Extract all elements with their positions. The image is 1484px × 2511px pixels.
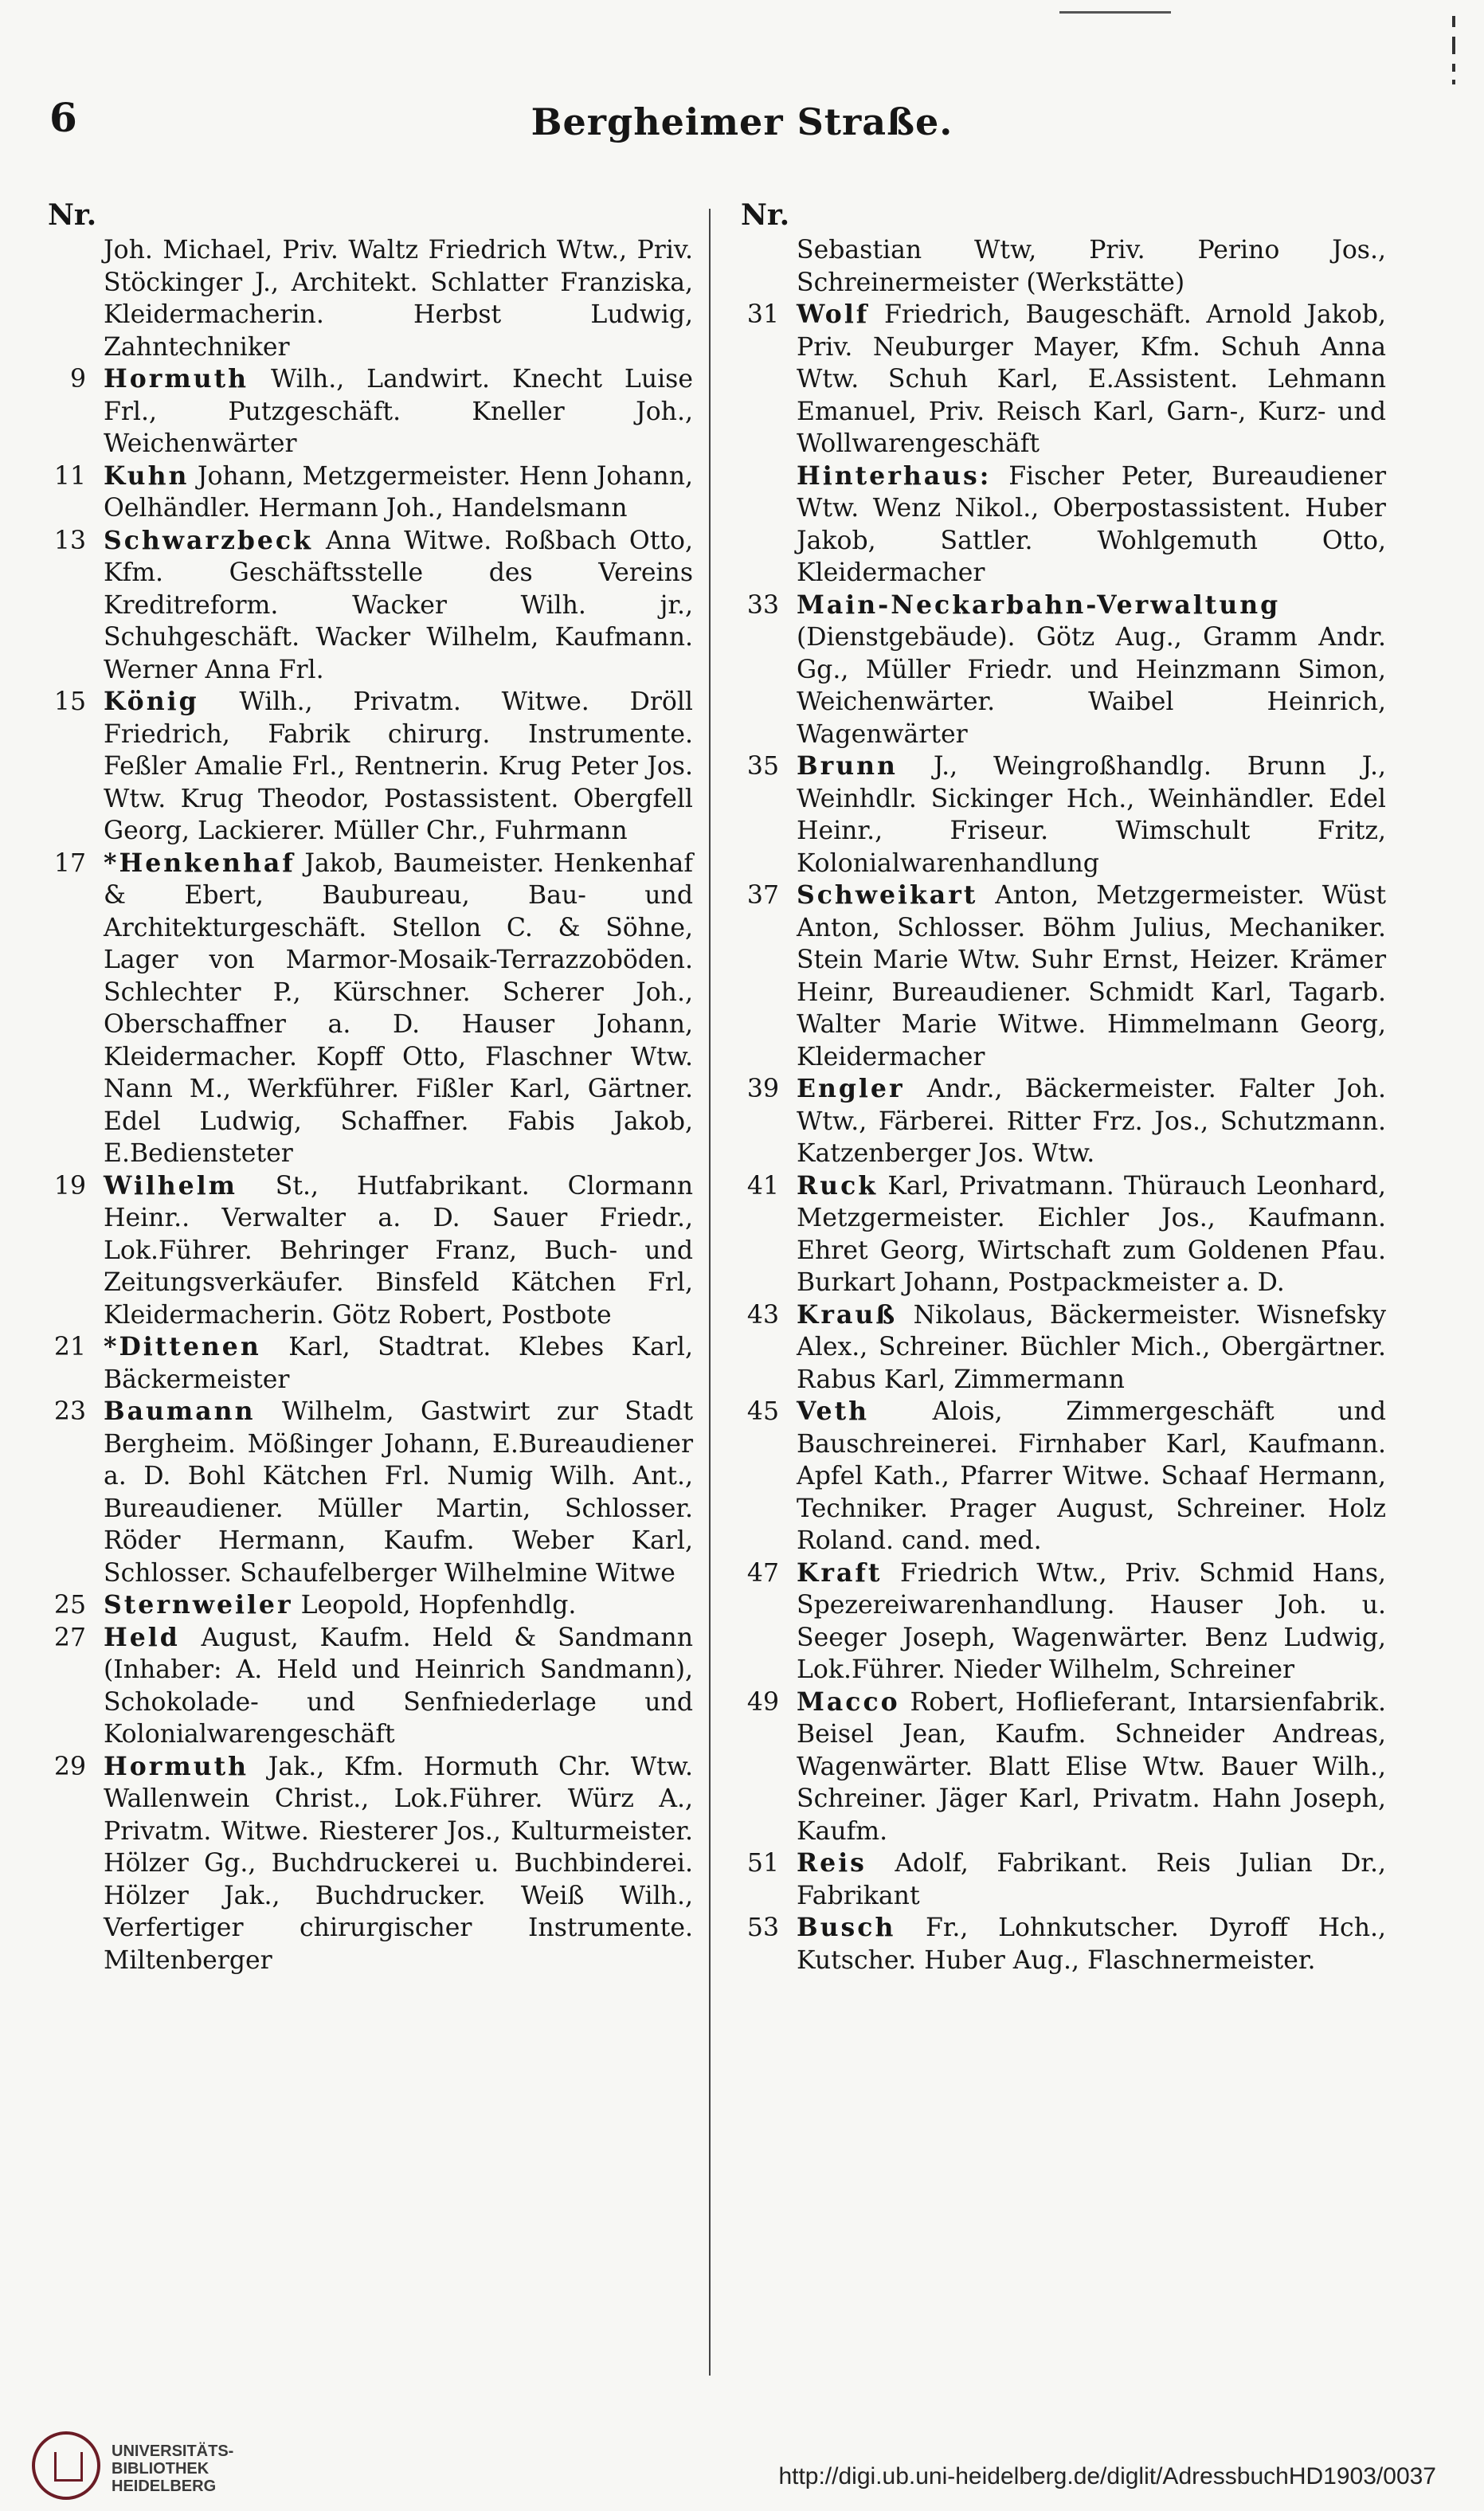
resident-list: Friedrich, Baugeschäft. Arnold Jakob, Priv. Neuburger Mayer, Kfm. Schuh Anna Wtw. Schuh Karl, E.Assistent. Lehmann Emanuel, Priv. Reisch Karl, Garn-, Kurz- und Wollwarengeschäft [797,300,1386,458]
resident-list: August, Kaufm. Held & Sandmann (Inhaber: A. Held und Heinrich Sandmann), Schokolade- und Senfniederlage und Kolonialwarengeschäft [104,1623,693,1749]
house-number: 43 [746,1300,779,1330]
address-entry [725,879,1386,1073]
resident-list: Karl, Privatmann. Thürauch Leonhard, Metzgermeister. Eichler Jos., Kaufmann. Ehret Georg, Wirtschaft zum Goldenen Pfau. Burkart Johann, Postpackmeister a. D. [797,1171,1386,1297]
resident-list: Alois, Zimmergeschäft und Bauschreinerei. Firnhaber Karl, Kaufmann. Apfel Kath., Pfarrer Witwe. Schaaf Hermann, Techniker. Prager August, Schreiner. Holz Roland. cand. med. [797,1397,1386,1555]
resident-list: Joh. Michael, Priv. Waltz Friedrich Wtw., Priv. Stöckinger J., Architekt. Schlatter Franziska, Kleidermacherin. Herbst Ludwig, Zahntechniker [104,236,693,362]
address-entry [32,1589,693,1622]
owner-name: Baumann [104,1397,256,1426]
scan-rule [1059,11,1171,14]
library-line: UNIVERSITÄTS- [112,2442,234,2460]
resident-list: St., Hutfabrikant. Clormann Heinr.. Verwalter a. D. Sauer Friedr., Lok.Führer. Behringer Franz, Buch- und Zeitungsverkäufer. Binsfeld Kätchen Frl, Kleidermacherin. Götz Robert, Postbote [104,1171,693,1330]
address-entry [725,1847,1386,1912]
owner-name: Wilhelm [104,1170,237,1201]
resident-list: Robert, Hoflieferant, Intarsienfabrik. Beisel Jean, Kaufm. Schneider Andreas, Wagenwärter. Blatt Elise Wtw. Bauer Wilh., Schreiner. Jäger Karl, Privatm. Hahn Joseph, Kaufm. [797,1687,1387,1846]
library-name [112,2442,233,2495]
resident-list: Jak., Kfm. Hormuth Chr. Wtw. Wallenwein Christ., Lok.Führer. Würz A., Privatm. Witwe. Riesterer Jos., Kulturmeister. Hölzer Gg., Buchdruckerei u. Buchbinderei. Hölzer Jak., Buchdrucker. Weiß Wilh., Verfertiger chirurgischer Instrumente. Miltenberger [104,1752,694,1975]
street-title: Bergheimer Straße. [531,100,953,143]
house-number: 39 [746,1075,779,1103]
house-number: 49 [746,1687,779,1717]
resident-list: Nikolaus, Bäckermeister. Wisnefsky Alex., Schreiner. Büchler Mich., Obergärtner. Rabus Karl, Zimmermann [797,1300,1386,1394]
resident-list: Wilhelm, Gastwirt zur Stadt Bergheim. Mößinger Johann, E.Bureaudiener a. D. Bohl Kätchen Frl. Numig Wilh. Ant., Bureaudiener. Müller Martin, Schlosser. Röder Hermann, Kaufm. Weber Karl, Schlosser. Schaufelberger Wilhelmine Witwe [104,1397,693,1588]
house-number: 11 [53,461,86,491]
owner-name: Reis [797,1848,867,1878]
resident-list: (Dienstgebäude). Götz Aug., Gramm Andr. Gg., Müller Friedr. und Heinzmann Simon, Weichenwärter. Waibel Heinrich, Wagenwärter [797,623,1386,749]
owner-name: *Dittenen [104,1332,261,1361]
address-entry [32,1622,693,1751]
owner-name: Engler [797,1074,905,1103]
resident-list: Fischer Peter, Bureaudiener Wtw. Wenz Nikol., Oberpostassistent. Huber Jakob, Sattler. Wohlgemuth Otto, Kleidermacher [797,461,1387,587]
address-entry [725,750,1386,879]
resident-list: Adolf, Fabrikant. Reis Julian Dr., Fabrikant [797,1849,1386,1910]
source-url-link[interactable]: http://digi.ub.uni-heidelberg.de/diglit/AdressbuchHD1903/0037 [778,2463,1436,2489]
owner-name: Hinterhaus: [797,460,992,491]
owner-name: Held [104,1622,180,1652]
house-number: 31 [746,300,779,329]
house-number: 47 [746,1558,779,1588]
address-entry [32,1751,693,1977]
house-number: 27 [53,1623,86,1652]
house-number: 29 [53,1752,86,1781]
owner-name: Krauß [797,1299,898,1330]
owner-name: König [104,687,199,716]
house-number: 45 [746,1397,779,1426]
address-entry [725,299,1386,460]
page-number: 6 [49,94,77,141]
house-number: 13 [53,526,86,555]
address-entry [725,590,1386,751]
resident-list: Anna Witwe. Roßbach Otto, Kfm. Geschäftsstelle des Vereins Kreditreform. Wacker Wilh. jr., Schuhgeschäft. Wacker Wilhelm, Kaufmann. Werner Anna Frl. [104,526,694,684]
owner-name: Brunn [797,751,898,781]
house-number: 37 [746,881,779,910]
column-divider [709,209,711,2376]
number-label: Nr. [741,198,790,232]
house-number: 21 [53,1333,86,1361]
address-entry [725,460,1386,590]
resident-list: Karl, Stadtrat. Klebes Karl, Bäckermeister [104,1333,694,1394]
address-entry [725,1686,1386,1848]
house-number: 17 [53,848,86,878]
house-number: 9 [69,365,86,394]
owner-name: Kuhn [104,460,190,491]
owner-name: Macco [797,1686,900,1717]
owner-name: Schweikart [797,880,978,910]
owner-name: Wolf [797,300,870,329]
address-entry [32,363,693,460]
house-number: 41 [746,1171,779,1201]
owner-name: Sternweiler [104,1590,293,1620]
right-column [725,196,1386,1976]
library-line: HEIDELBERG [112,2478,217,2495]
house-number: 19 [53,1171,86,1201]
house-number: 23 [53,1397,86,1426]
house-number: 35 [746,752,779,781]
address-entry [32,848,693,1170]
number-label: Nr. [48,198,97,232]
address-entry [32,460,693,525]
resident-list: Anton, Metzgermeister. Wüst Anton, Schlosser. Böhm Julius, Mechaniker. Stein Marie Wtw. Suhr Ernst, Heizer. Krämer Heinr, Bureaudiener. Schmidt Karl, Tagarb. Walter Marie Witwe. Himmelmann Georg, Kleidermacher [797,881,1386,1071]
page-header [0,94,1484,166]
address-entry [32,1331,693,1396]
resident-list: Friedrich Wtw., Priv. Schmid Hans, Spezereiwarenhandlung. Hauser Joh. u. Seeger Joseph, Wagenwärter. Benz Ludwig, Lok.Führer. Nieder Wilhelm, Schreiner [797,1558,1386,1684]
house-number: 51 [746,1849,779,1878]
library-logo-icon [32,2431,100,2500]
page-footer [0,2422,1484,2511]
address-entry [32,525,693,687]
owner-name: Veth [797,1397,870,1426]
address-entry [725,1170,1386,1299]
house-number: 53 [746,1914,779,1942]
address-entry [32,686,693,848]
owner-name: Busch [797,1913,896,1942]
address-entry [32,234,693,363]
address-entry [725,234,1386,299]
owner-name: Hormuth [104,1751,249,1781]
address-entry [32,1170,693,1332]
address-entry [725,1396,1386,1557]
resident-list: Leopold, Hopfenhdlg. [300,1591,577,1620]
scan-margin-marks [1452,16,1460,88]
resident-list: Johann, Metzgermeister. Henn Johann, Oelhändler. Hermann Joh., Handelsmann [104,461,693,523]
resident-list: Jakob, Baumeister. Henkenhaf & Ebert, Baubureau, Bau- und Architekturgeschäft. Stellon C. & Söhne, Lager von Marmor-Mosaik-Terrazzoböden. Schlechter P., Kürschner. Scherer Joh., Oberschaffner a. D. Hauser Johann, Kleidermacher. Kopff Otto, Flaschner Wtw. Nann M., Werkführer. Fißler Karl, Gärtner. Edel Ludwig, Schaffner. Fabis Jakob, E.Bediensteter [104,848,693,1168]
owner-name: Main-Neckarbahn-Verwaltung [797,590,1281,620]
address-entry [32,1396,693,1589]
owner-name: Hormuth [104,364,249,394]
resident-list: J., Weingroßhandlg. Brunn J., Weinhdlr. Sickinger Hch., Weinhändler. Edel Heinr., Friseur. Wimschult Fritz, Kolonialwarenhandlung [797,752,1387,878]
owner-name: Kraft [797,1557,883,1588]
owner-name: *Henkenhaf [104,848,296,878]
left-column [32,196,693,1976]
address-entry [725,1299,1386,1397]
resident-list: Andr., Bäckermeister. Falter Joh. Wtw., Färberei. Ritter Frz. Jos., Schutzmann. Katzenberger Jos. Wtw. [797,1075,1386,1168]
owner-name: Schwarzbeck [104,525,313,555]
house-number: 33 [746,590,779,620]
library-line: BIBLIOTHEK [112,2460,209,2478]
house-number: 25 [53,1591,86,1620]
address-entry [725,1557,1386,1686]
resident-list: Wilh., Privatm. Witwe. Dröll Friedrich, Fabrik chirurg. Instrumente. Feßler Amalie Frl., Rentnerin. Krug Peter Jos. Wtw. Krug Theodor, Postassistent. Obergfell Georg, Lackierer. Müller Chr., Fuhrmann [104,687,694,845]
owner-name: Ruck [797,1170,879,1201]
resident-list: Fr., Lohnkutscher. Dyroff Hch., Kutscher. Huber Aug., Flaschnermeister. [797,1914,1387,1975]
address-entry [725,1073,1386,1170]
house-number: 15 [53,687,86,716]
address-entry [725,1912,1386,1976]
resident-list: Sebastian Wtw, Priv. Perino Jos., Schreinermeister (Werkstätte) [797,236,1386,297]
resident-list: Wilh., Landwirt. Knecht Luise Frl., Putzgeschäft. Kneller Joh., Weichenwärter [104,365,693,458]
